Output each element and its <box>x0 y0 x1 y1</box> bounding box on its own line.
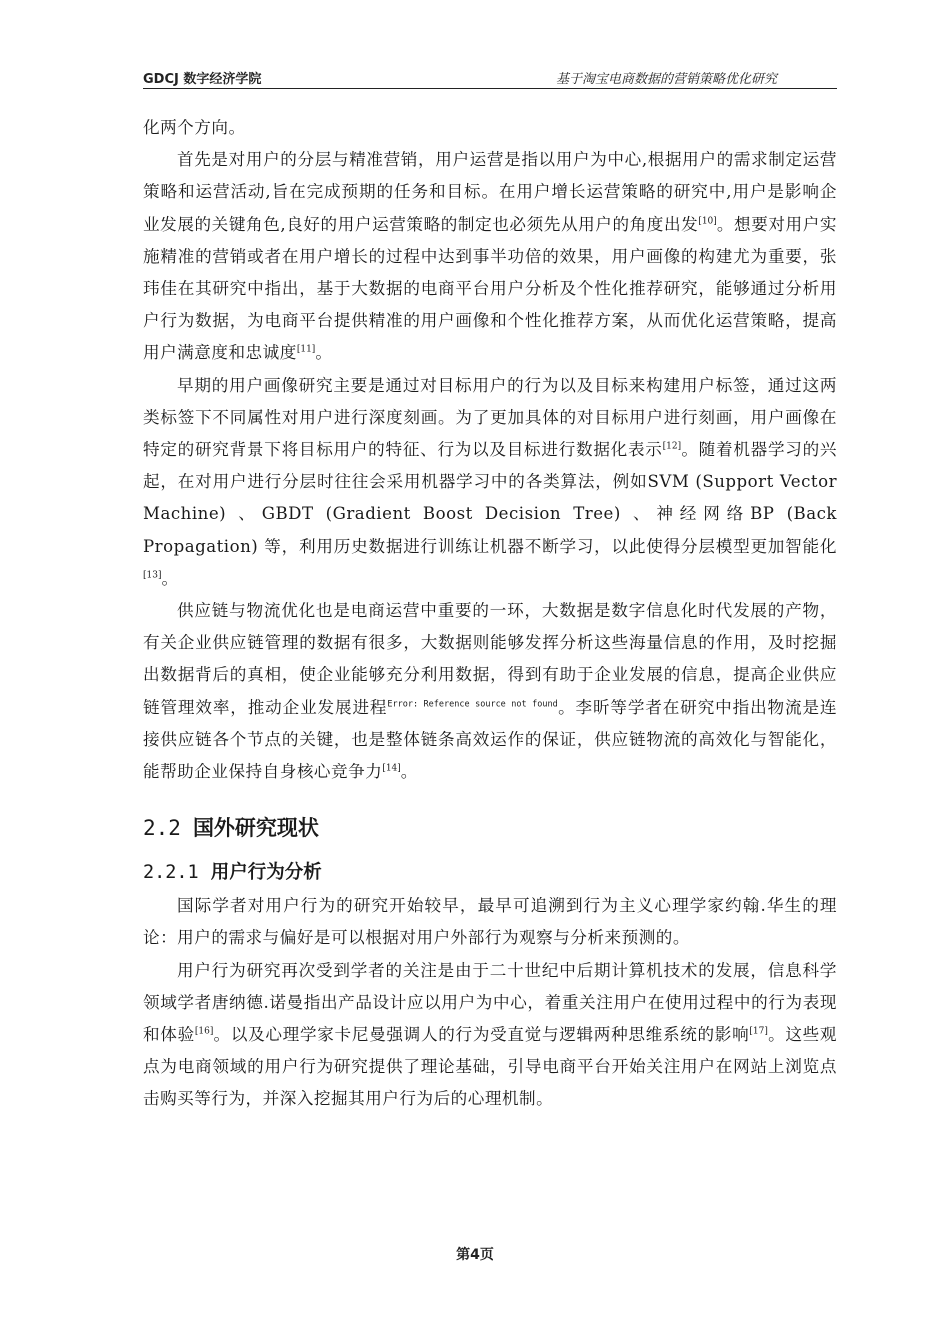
paragraph-supply-chain: 供应链与物流优化也是电商运营中重要的一环，大数据是数字信息化时代发展的产物，有关企业供应链管理的数据有很多，大数据则能够发挥分析这些海量信息的作用，及时挖掘出数据背后的真相，使企业能够充分利用数据，得到有助于企业发展的信息，提高企业供应链管理效率，推动企业发展进程$^{Error: Reference source not found}$。李昕等学者在研究中指出物流是连接供应链各个节点的关键，也是整体链条高效运作的保证，供应链物流的高效化与智能化，能帮助企业保持自身核心竞争力[14]。 <box>143 601 837 782</box>
citation-ref: [16] <box>194 1026 214 1037</box>
citation-ref: [11] <box>296 344 316 355</box>
page-number: 第4页 <box>456 1247 494 1263</box>
section-heading <box>143 806 837 850</box>
citation-ref: [12] <box>662 441 682 452</box>
reference-error-note: Error: Reference source not found <box>387 699 558 710</box>
paragraph-user-behavior-research: 用户行为研究再次受到学者的关注是由于二十世纪中后期计算机技术的发展，信息科学领域学者唐纳德.诺曼指出产品设计应以用户为中心，着重关注用户在使用过程中的行为表现和体验[16]。以及心理学家卡尼曼强调人的行为受直觉与逻辑两种思维系统的影响[17]。这些观点为电商领域的用户行为研究提供了理论基础，引导电商平台开始关注用户在网站上浏览点击购买等行为，并深入挖掘其用户行为后的心理机制。 <box>143 960 838 1109</box>
running-header <box>143 66 837 89</box>
paragraph-user-profile: 早期的用户画像研究主要是通过对目标用户的行为以及目标来构建用户标签，通过这两类标签下不同属性对用户进行深度刻画。为了更加具体的对目标用户进行刻画，用户画像在特定的研究背景下将目标用户的特征、行为以及目标进行数据化表示[12]。随着机器学习的兴起，在对用户进行分层时往往会采用机器学习中的各类算法，例如SVM (Support Vector Machine) 、GBDT (Gradient Boost Decision Tree) 、神经网络BP (Back Propagation) 等，利用历史数据进行训练让机器不断学习，以此使得分层模型更加智能化[13]。 <box>143 375 838 588</box>
page-body <box>143 112 837 1116</box>
subsection-number: 2.2.1 <box>143 862 199 884</box>
subsection-title: 用户行为分析 <box>210 862 322 884</box>
section-title: 国外研究现状 <box>192 816 319 841</box>
citation-ref: [17] <box>749 1026 768 1037</box>
section-number: 2.2 <box>143 816 181 841</box>
citation-ref: [10] <box>698 216 717 227</box>
paragraph-user-segmentation: 首先是对用户的分层与精准营销，用户运营是指以用户为中心,根据用户的需求制定运营策略和运营活动,旨在完成预期的任务和目标。在用户增长运营策略的研究中,用户是影响企业发展的关键角色,良好的用户运营策略的制定也必须先从用户的角度出发[10]。想要对用户实施精准的营销或者在用户增长的过程中达到事半功倍的效果，用户画像的构建尤为重要，张玮佳在其研究中指出，基于大数据的电商平台用户分析及个性化推荐研究，能够通过分析用户行为数据，为电商平台提供精准的用户画像和个性化推荐方案，从而优化运营策略，提高用户满意度和忠诚度[11]。 <box>143 150 837 363</box>
citation-ref: [13] <box>143 570 162 581</box>
header-institution: GDCJ 数字经济学院 <box>143 72 262 87</box>
citation-ref: [14] <box>382 763 401 774</box>
subsection-heading <box>143 856 837 890</box>
header-paper-title: 基于淘宝电商数据的营销策略优化研究 <box>555 72 777 87</box>
paragraph-continuation: 化两个方向。 <box>143 118 246 137</box>
paragraph-behaviorism: 国际学者对用户行为的研究开始较早，最早可追溯到行为主义心理学家约翰.华生的理论：用户的需求与偏好是可以根据对用户外部行为观察与分析来预测的。 <box>143 896 837 948</box>
